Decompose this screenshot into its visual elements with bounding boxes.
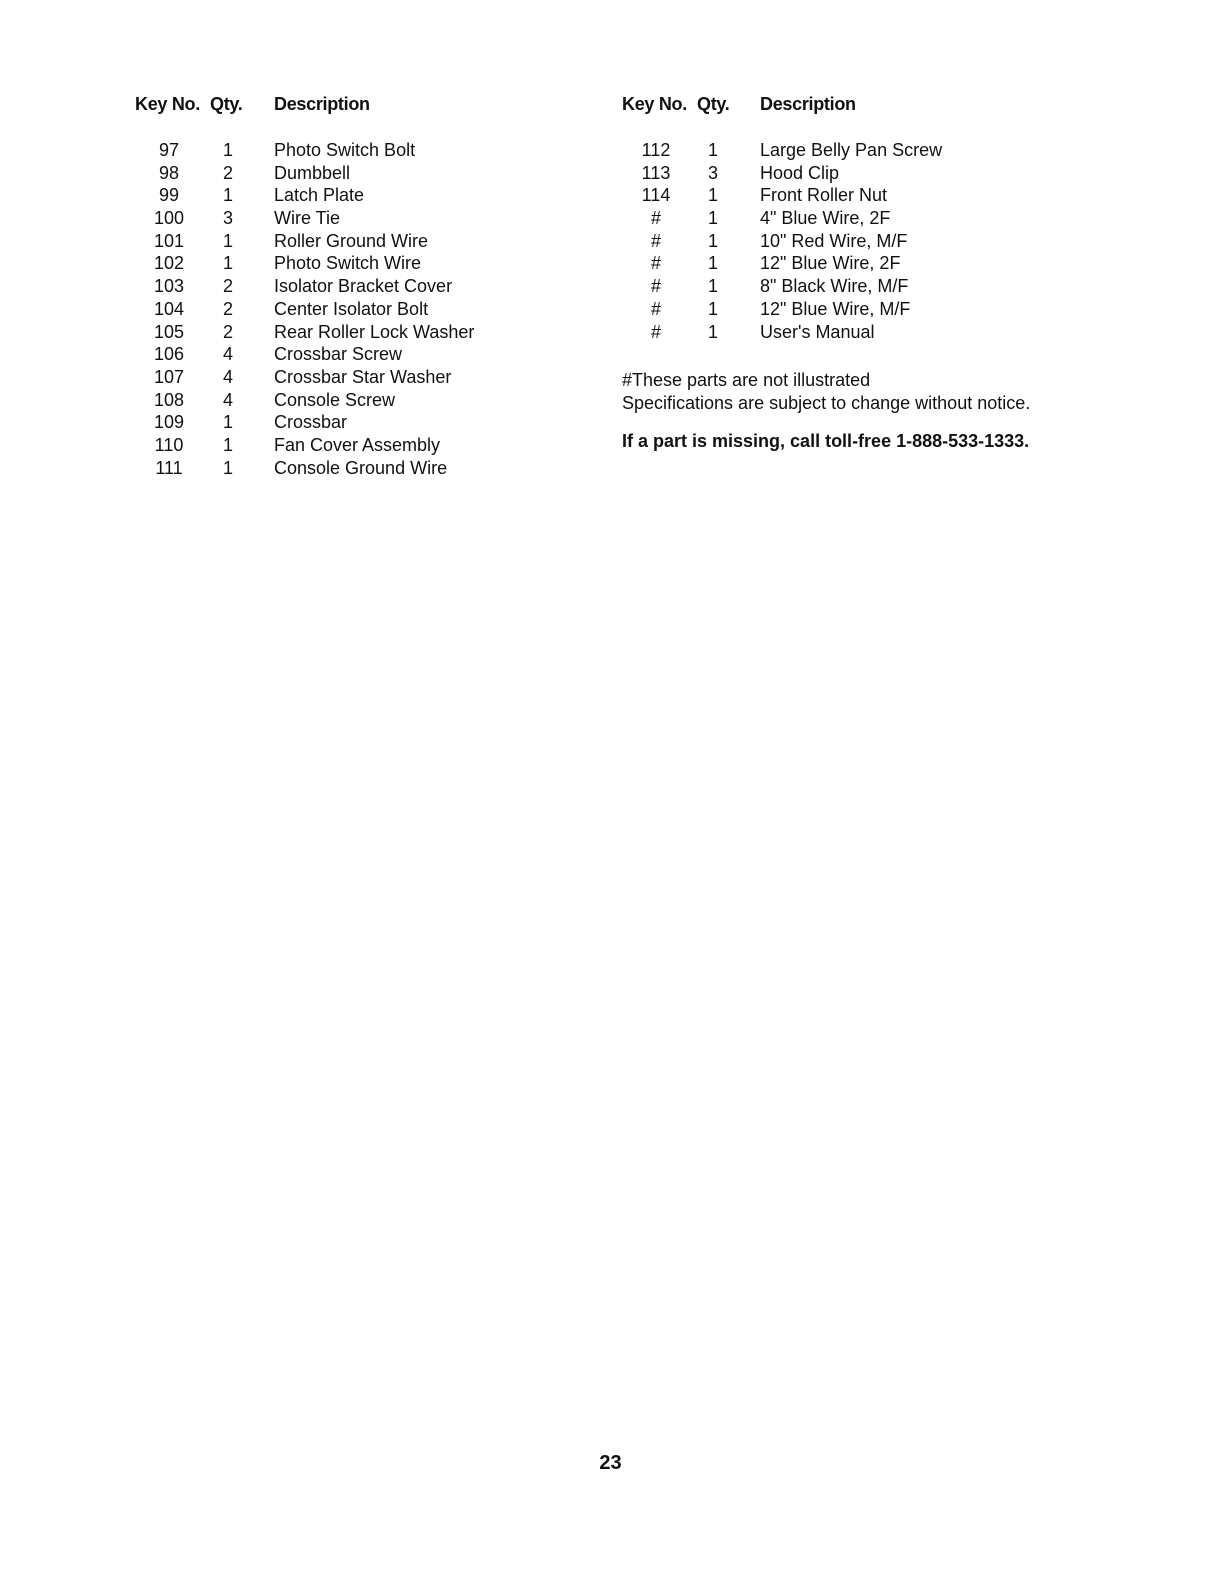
qty-cell: 1 <box>707 208 718 229</box>
table-row <box>622 276 1082 299</box>
missing-part-note: If a part is missing, call toll-free 1-888-533-1333. <box>622 431 1030 451</box>
header-qty: Qty. <box>210 94 243 114</box>
qty-cell: 1 <box>222 457 233 478</box>
table-row <box>135 140 565 163</box>
page-number: 23 <box>599 1452 622 1474</box>
description-cell: Fan Cover Assembly <box>274 434 441 455</box>
description-cell: Wire Tie <box>274 208 341 229</box>
table-row <box>622 299 1082 322</box>
qty-cell: 1 <box>222 185 233 206</box>
description-cell: Front Roller Nut <box>760 185 888 206</box>
table-row <box>622 322 1082 345</box>
header-description: Description <box>274 94 370 114</box>
key-no-cell: 101 <box>153 230 185 251</box>
specifications-note: Specifications are subject to change without notice. <box>622 393 1031 413</box>
qty-cell: 3 <box>222 208 233 229</box>
description-cell: Hood Clip <box>760 162 840 183</box>
key-no-cell: 103 <box>153 276 185 297</box>
qty-cell: 2 <box>222 321 233 342</box>
qty-cell: 4 <box>222 366 233 387</box>
table-row <box>135 253 565 276</box>
table-row <box>135 390 565 413</box>
qty-cell: 4 <box>222 389 233 410</box>
table-row <box>622 253 1082 276</box>
key-no-cell: # <box>650 276 661 297</box>
key-no-cell: # <box>650 253 661 274</box>
qty-cell: 3 <box>707 162 718 183</box>
description-cell: Console Screw <box>274 389 396 410</box>
qty-cell: 1 <box>222 140 233 160</box>
table-row <box>135 367 565 390</box>
key-no-cell: 109 <box>153 412 185 433</box>
key-no-cell: 108 <box>153 389 185 410</box>
table-row <box>622 163 1082 186</box>
key-no-cell: # <box>650 230 661 251</box>
key-no-cell: 100 <box>153 208 185 229</box>
table-row <box>135 344 565 367</box>
table-row <box>135 231 565 254</box>
description-cell: 8" Black Wire, M/F <box>760 276 909 297</box>
table-row <box>135 412 565 435</box>
description-cell: Latch Plate <box>274 185 365 206</box>
qty-cell: 1 <box>222 434 233 455</box>
table-row <box>622 208 1082 231</box>
qty-cell: 1 <box>707 230 718 251</box>
table-row <box>135 208 565 231</box>
description-cell: Roller Ground Wire <box>274 230 429 251</box>
qty-cell: 4 <box>222 344 233 365</box>
description-cell: Crossbar <box>274 412 348 433</box>
header-key-no: Key No. <box>622 94 687 114</box>
description-cell: 12" Blue Wire, M/F <box>760 298 911 319</box>
description-cell: User's Manual <box>760 321 875 342</box>
qty-cell: 1 <box>707 321 718 342</box>
key-no-cell: 97 <box>158 140 180 160</box>
key-no-cell: 110 <box>154 434 184 455</box>
qty-cell: 2 <box>222 276 233 297</box>
key-no-cell: 104 <box>153 298 185 319</box>
description-cell: Crossbar Screw <box>274 344 403 365</box>
key-no-cell: 106 <box>153 344 185 365</box>
key-no-cell: 107 <box>153 366 185 387</box>
qty-cell: 2 <box>222 162 233 183</box>
key-no-cell: # <box>650 298 661 319</box>
notes-section <box>622 370 1182 452</box>
key-no-cell: 102 <box>153 253 185 274</box>
qty-cell: 1 <box>707 140 718 160</box>
description-cell: Large Belly Pan Screw <box>760 140 943 160</box>
table-row <box>622 185 1082 208</box>
qty-cell: 1 <box>222 230 233 251</box>
description-cell: Crossbar Star Washer <box>274 366 452 387</box>
key-no-cell: 114 <box>641 185 671 206</box>
qty-cell: 2 <box>222 298 233 319</box>
key-no-cell: 98 <box>158 162 180 183</box>
key-no-cell: 112 <box>641 140 671 160</box>
description-cell: 10" Red Wire, M/F <box>760 230 908 251</box>
description-cell: Dumbbell <box>274 162 351 183</box>
key-no-cell: 99 <box>158 185 180 206</box>
not-illustrated-note: #These parts are not illustrated <box>622 370 871 390</box>
table-row <box>135 299 565 322</box>
key-no-cell: 111 <box>155 457 183 478</box>
table-row <box>135 322 565 345</box>
parts-table-right <box>622 94 1082 344</box>
key-no-cell: 105 <box>153 321 185 342</box>
table-row <box>135 435 565 458</box>
table-row <box>622 140 1082 163</box>
key-no-cell: # <box>650 208 661 229</box>
description-cell: Rear Roller Lock Washer <box>274 321 475 342</box>
description-cell: 4" Blue Wire, 2F <box>760 208 891 229</box>
qty-cell: 1 <box>707 298 718 319</box>
description-cell: Photo Switch Bolt <box>274 140 416 160</box>
qty-cell: 1 <box>222 253 233 274</box>
qty-cell: 1 <box>707 253 718 274</box>
table-body <box>622 140 1082 344</box>
parts-table-left <box>135 94 565 480</box>
header-qty: Qty. <box>697 94 730 114</box>
table-row <box>135 185 565 208</box>
table-row <box>622 231 1082 254</box>
table-row <box>135 163 565 186</box>
qty-cell: 1 <box>707 276 718 297</box>
table-row <box>135 276 565 299</box>
table-header <box>135 94 565 120</box>
key-no-cell: 113 <box>641 162 671 183</box>
table-header <box>622 94 1082 120</box>
qty-cell: 1 <box>222 412 233 433</box>
qty-cell: 1 <box>707 185 718 206</box>
description-cell: 12" Blue Wire, 2F <box>760 253 901 274</box>
table-row <box>135 458 565 481</box>
header-key-no: Key No. <box>135 94 200 114</box>
description-cell: Isolator Bracket Cover <box>274 276 453 297</box>
table-body <box>135 140 565 480</box>
header-description: Description <box>760 94 856 114</box>
description-cell: Photo Switch Wire <box>274 253 422 274</box>
key-no-cell: # <box>650 321 661 342</box>
description-cell: Center Isolator Bolt <box>274 298 429 319</box>
description-cell: Console Ground Wire <box>274 457 448 478</box>
